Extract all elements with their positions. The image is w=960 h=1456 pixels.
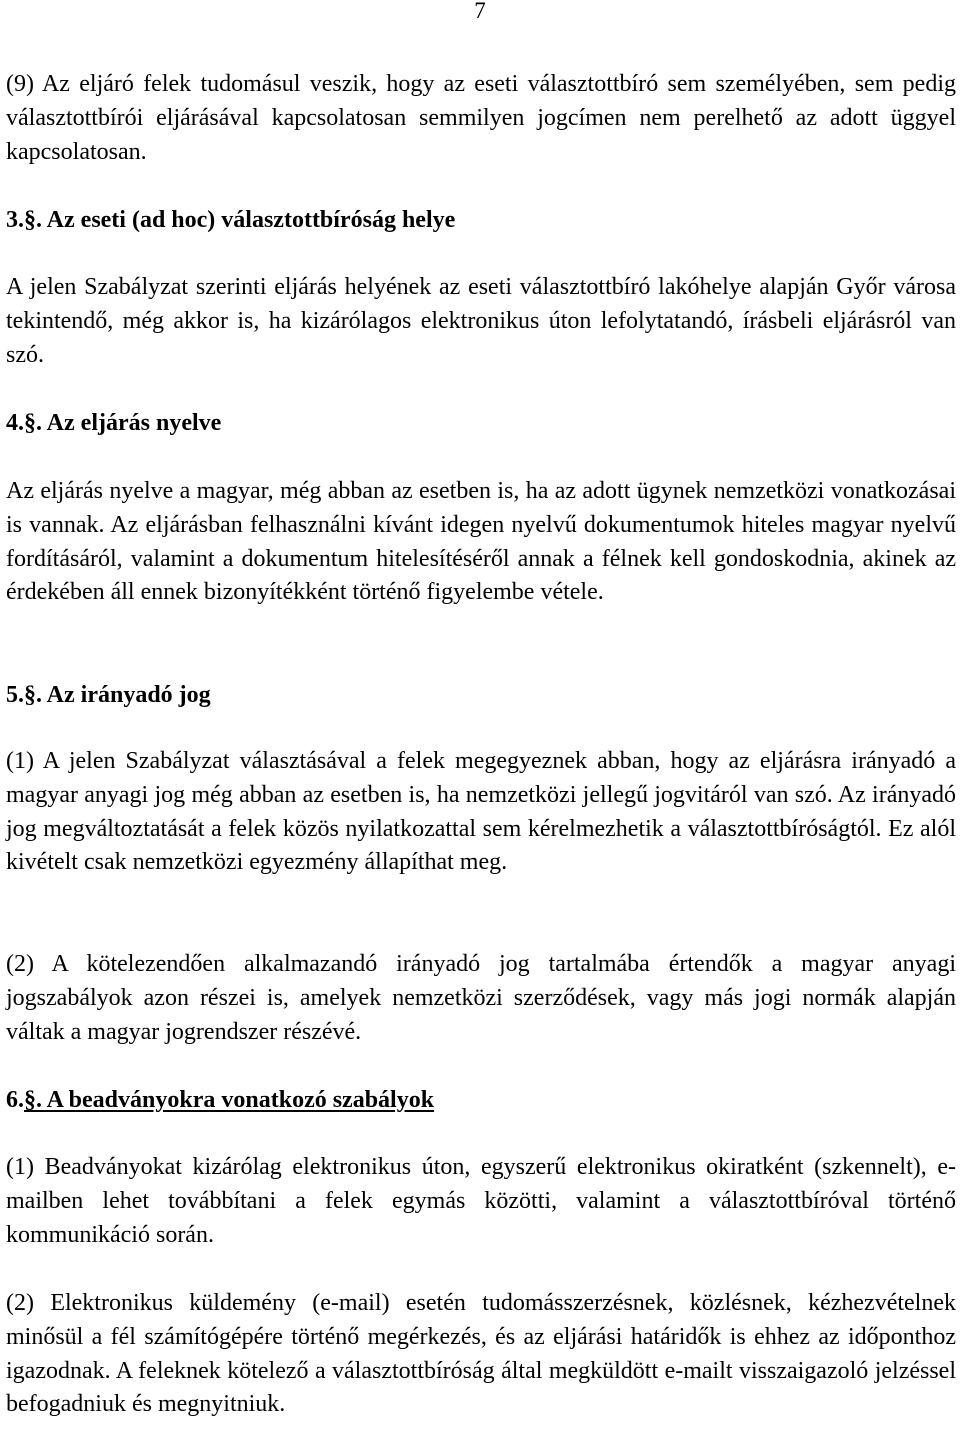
section-6-paragraph-2: (2) Elektronikus küldemény (e-mail) esetén tudomásszerzésnek, közlésnek, kézhezvételnek minősül a fél számítógépére történő megérkezés, és az eljárási határidők is ehhez az időponthoz igazodnak. A feleknek kötelező a választottbíróság által megküldött e-mailt visszaigazoló jelzéssel befogadniuk és megnyitniuk. [6,1290,956,1418]
section-3-heading: 3.§. Az eseti (ad hoc) választottbíróság helye [6,207,456,233]
section-5-paragraph-1: (1) A jelen Szabályzat választásával a felek megegyeznek abban, hogy az eljárásra irányadó a magyar anyagi jog még abban az esetben is, ha nemzetközi jellegű jogvitáról van szó. Az irányadó jog megváltoztatását a felek közös nyilatkozattal sem kérelmezhetik a választottbíróságtól. Ez alól kivételt csak nemzetközi egyezmény állapíthat meg. [6,748,956,876]
section-4-text: Az eljárás nyelve a magyar, még abban az esetben is, ha az adott ügynek nemzetközi vonatkozásai is vannak. Az eljárásban felhasználni kívánt idegen nyelvű dokumentumok hiteles magyar nyelvű fordításáról, valamint a dokumentum hitelesítéséről annak a félnek kell gondoskodnia, akinek az érdekében áll ennek bizonyítékként történő figyelembe vétele. [6,478,956,606]
section-5-paragraph-2: (2) A kötelezendően alkalmazandó irányadó jog tartalmába értendők a magyar anyagi jogszabályok azon részei is, amelyek nemzetközi szerződések, vagy más jogi normák alapján váltak a magyar jogrendszer részévé. [6,951,956,1045]
section-6-heading-number: 6. [6,1087,24,1113]
section-6-heading-title: §. A beadványokra vonatkozó szabályok [24,1087,435,1113]
section-5-heading: 5.§. Az irányadó jog [6,682,211,708]
paragraph-9: (9) Az eljáró felek tudomásul veszik, hogy az eseti választottbíró sem személyében, sem pedig választottbírói eljárásával kapcsolatosan semmilyen jogcímen nem perelhető az adott üggyel kapcsolatosan. [6,71,956,165]
section-6-paragraph-1: (1) Beadványokat kizárólag elektronikus úton, egyszerű elektronikus okiratként (szkennelt), e-mailben lehet továbbítani a felek egymás közötti, valamint a választottbíróval történő kommunikáció során. [6,1154,956,1248]
section-6-heading [6,1084,956,1118]
section-4-heading: 4.§. Az eljárás nyelve [6,410,222,436]
section-3-text: A jelen Szabályzat szerinti eljárás helyének az eseti választottbíró lakóhelye alapján Győr városa tekintendő, még akkor is, ha kizárólagos elektronikus úton lefolytatandó, írásbeli eljárásról van szó. [6,274,956,368]
page-number: 7 [474,0,486,23]
